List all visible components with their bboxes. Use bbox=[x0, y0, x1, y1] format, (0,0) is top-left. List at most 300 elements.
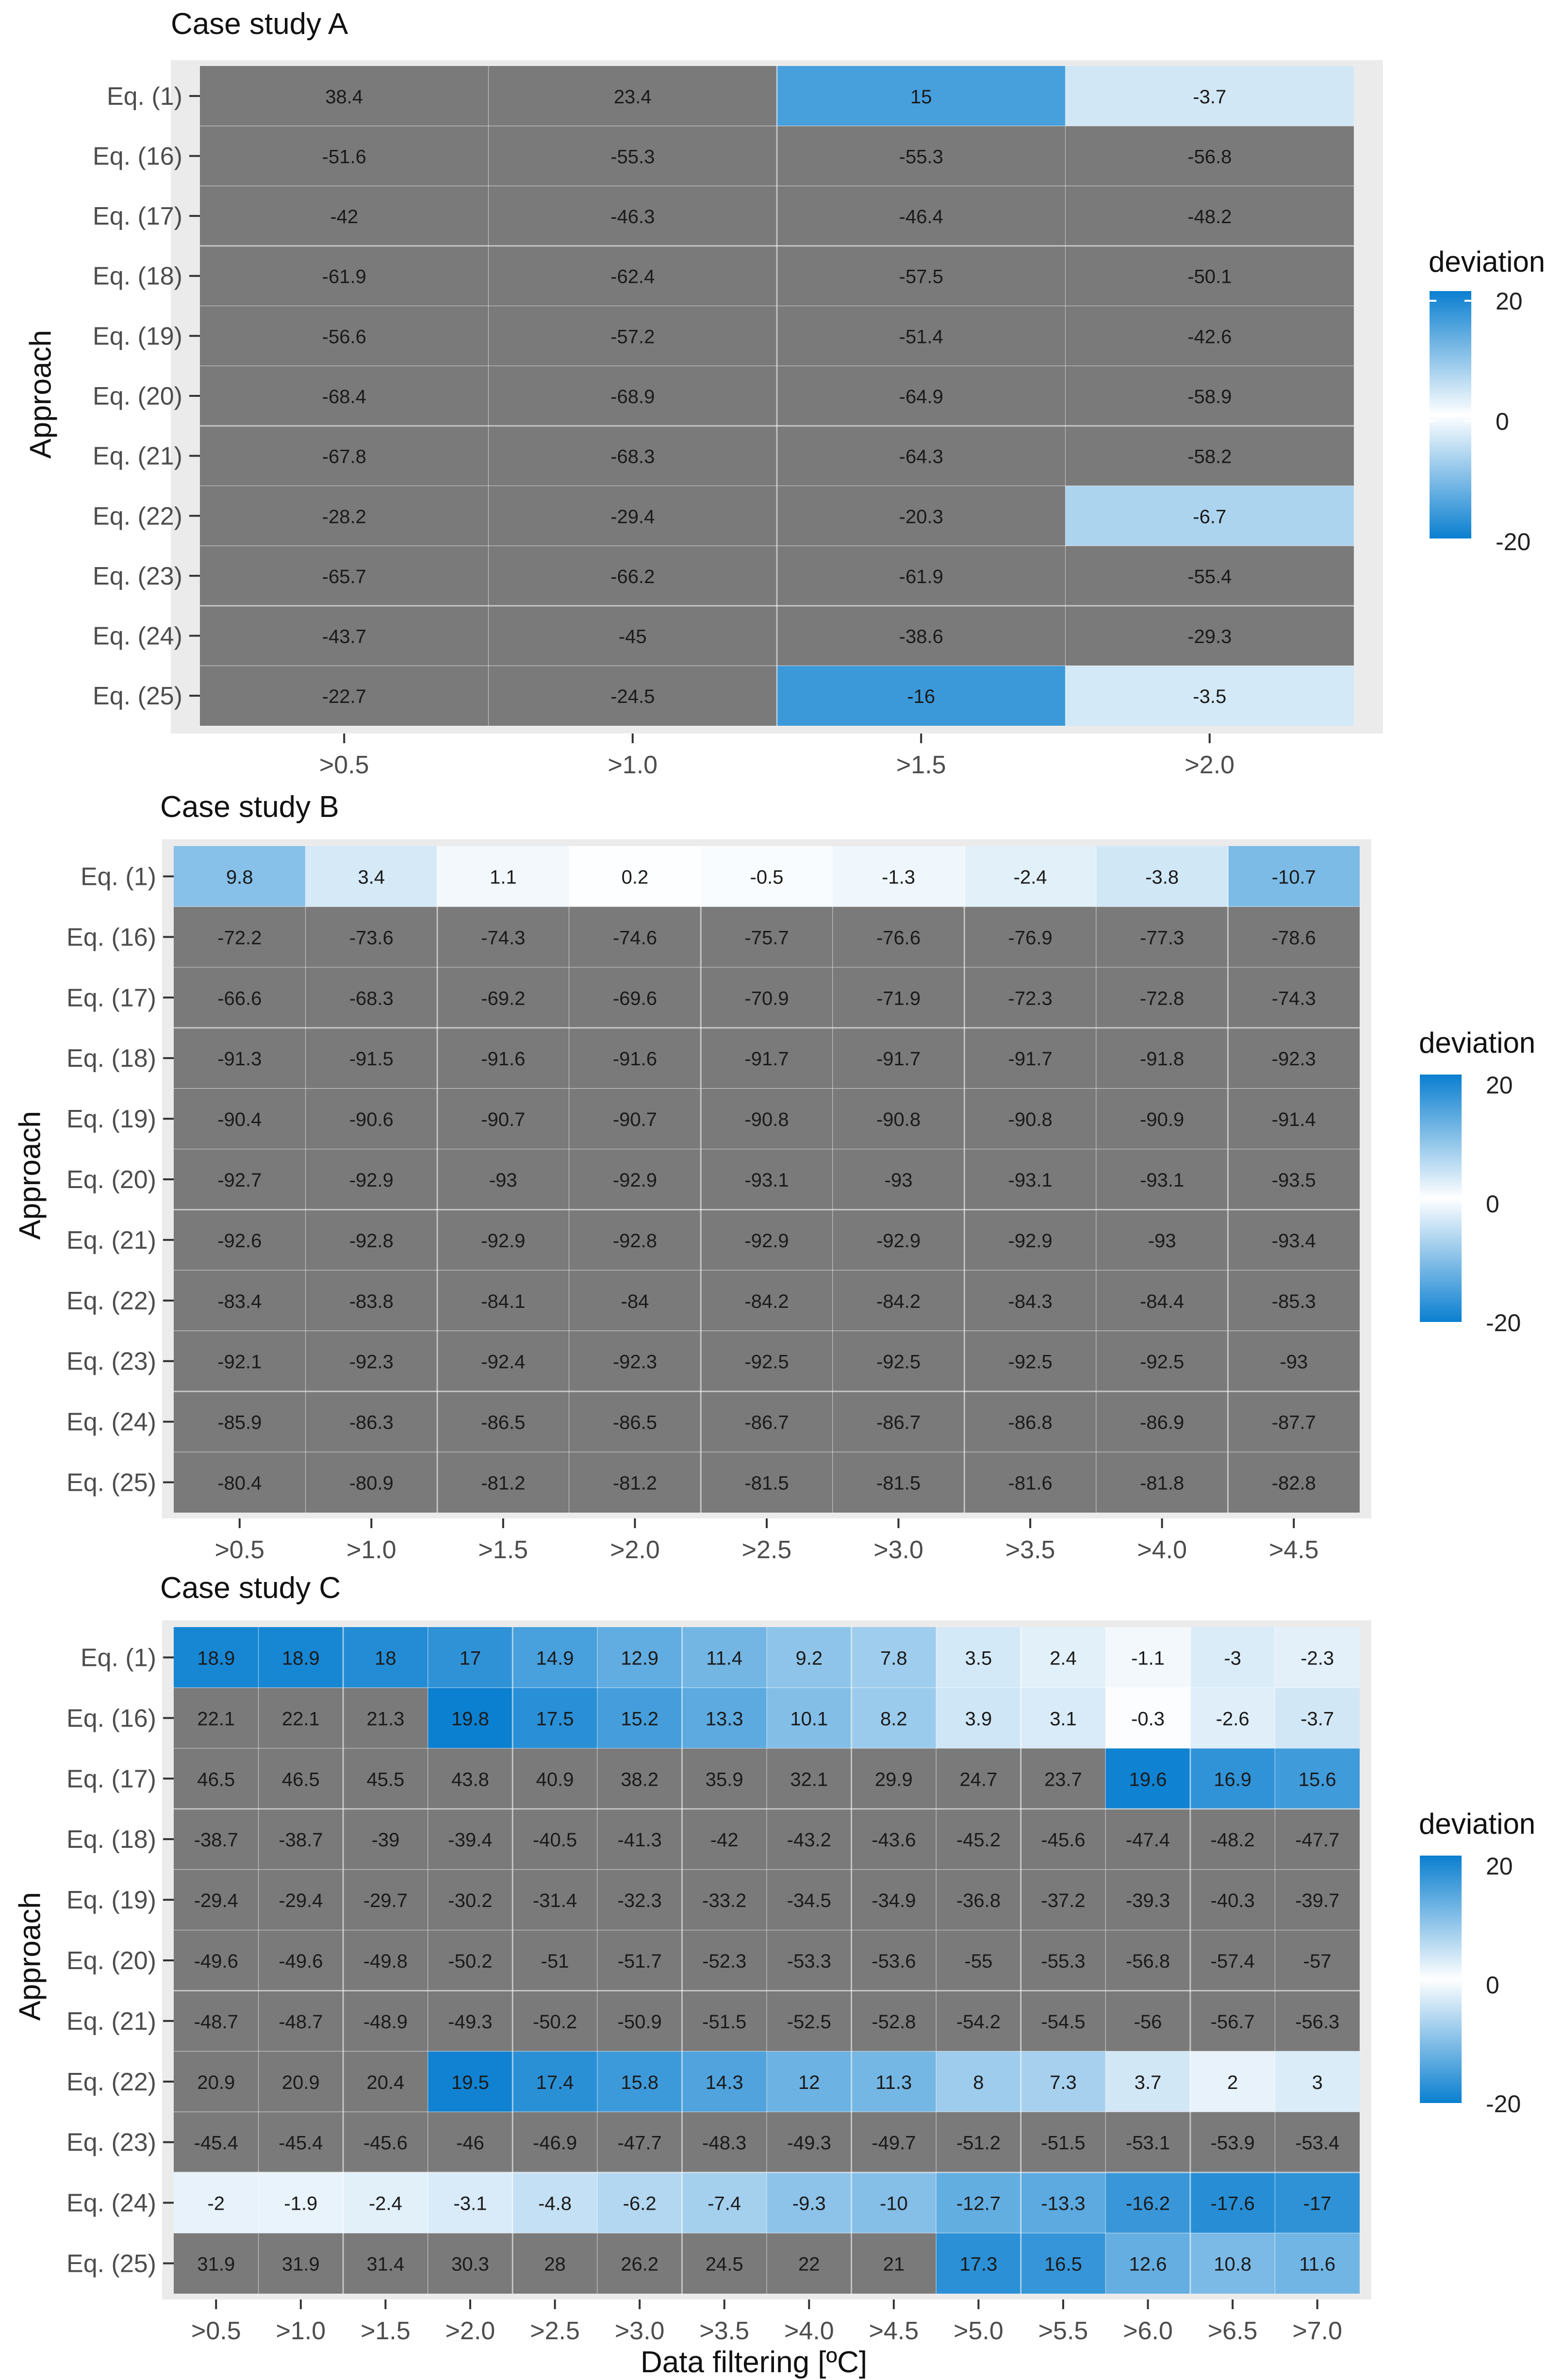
cell-value-label: -81.2 bbox=[481, 1472, 526, 1494]
cell-value-label: -45.6 bbox=[363, 2132, 408, 2154]
cell-value-label: -51.6 bbox=[322, 146, 366, 168]
cell-value-label: -29.7 bbox=[363, 1890, 408, 1912]
cell-value-label: -77.3 bbox=[1140, 927, 1185, 949]
cell-value-label: -66.2 bbox=[610, 566, 655, 587]
cell-value-label: -48.7 bbox=[194, 2011, 238, 2033]
cell-value-label: 7.8 bbox=[880, 1647, 907, 1669]
cell-value-label: -92.5 bbox=[744, 1351, 789, 1373]
cell-value-label: -53.4 bbox=[1295, 2132, 1340, 2154]
cell-value-label: -48.2 bbox=[1210, 1829, 1255, 1851]
cell-value-label: -39.7 bbox=[1295, 1890, 1340, 1912]
cell-value-label: -51.5 bbox=[1041, 2132, 1086, 2154]
cell-value-label: 18 bbox=[375, 1647, 396, 1669]
cell-value-label: -29.4 bbox=[279, 1890, 323, 1912]
y-tick-label: Eq. (25) bbox=[66, 2250, 156, 2278]
cell-value-label: 31.9 bbox=[281, 2253, 320, 2275]
y-tick-label: Eq. (24) bbox=[66, 1408, 156, 1436]
cell-value-label: -84 bbox=[621, 1290, 649, 1312]
cell-value-label: -56.6 bbox=[322, 326, 366, 348]
cell-value-label: -92.4 bbox=[481, 1351, 526, 1373]
panel-case-study-a bbox=[0, 0, 1563, 779]
cell-value-label: -1.3 bbox=[882, 866, 916, 888]
y-tick-label: Eq. (23) bbox=[93, 562, 182, 590]
cell-value-label: -17 bbox=[1303, 2193, 1332, 2215]
y-tick-label: Eq. (17) bbox=[66, 1765, 156, 1793]
x-tick-label: >2.0 bbox=[610, 1536, 660, 1564]
legend-colorbar bbox=[1430, 291, 1471, 538]
cell-value-label: 45.5 bbox=[366, 1769, 405, 1791]
x-tick-label: >1.0 bbox=[276, 2317, 326, 2345]
cell-value-label: -48.2 bbox=[1187, 206, 1232, 228]
cell-value-label: -56.8 bbox=[1125, 1951, 1170, 1972]
cell-value-label: 20.4 bbox=[366, 2071, 405, 2093]
cell-value-label: -49.3 bbox=[448, 2011, 493, 2033]
cell-value-label: -86.7 bbox=[876, 1412, 921, 1434]
cell-value-label: -81.5 bbox=[744, 1472, 789, 1494]
cell-value-label: -48.3 bbox=[702, 2132, 747, 2154]
legend-tick-high: 20 bbox=[1486, 1072, 1513, 1099]
x-tick-label: >3.5 bbox=[1005, 1536, 1055, 1564]
cell-value-label: -0.5 bbox=[750, 866, 784, 888]
cell-value-label: -57.2 bbox=[610, 326, 655, 348]
cell-value-label: 15 bbox=[910, 86, 932, 108]
cell-value-label: -28.2 bbox=[322, 506, 366, 528]
cell-value-label: -86.7 bbox=[744, 1412, 789, 1434]
y-tick-label: Eq. (18) bbox=[93, 262, 182, 291]
y-tick-label: Eq. (18) bbox=[66, 1044, 156, 1073]
x-tick-label: >4.5 bbox=[869, 2317, 919, 2345]
cell-value-label: -29.4 bbox=[610, 506, 655, 528]
cell-value-label: -67.8 bbox=[322, 446, 366, 468]
cell-value-label: -64.3 bbox=[899, 446, 943, 468]
cell-value-label: -51.5 bbox=[702, 2011, 747, 2033]
cell-value-label: -82.8 bbox=[1271, 1472, 1316, 1494]
cell-value-label: -86.5 bbox=[612, 1412, 658, 1434]
cell-value-label: 15.8 bbox=[621, 2071, 659, 2093]
cell-value-label: -9.3 bbox=[792, 2193, 826, 2215]
cell-value-label: 3.1 bbox=[1050, 1708, 1077, 1730]
cell-value-label: -73.6 bbox=[349, 927, 394, 949]
x-tick-label: >5.0 bbox=[954, 2317, 1004, 2345]
legend-tick-mid: 0 bbox=[1496, 408, 1509, 435]
x-tick-label: >0.5 bbox=[191, 2317, 241, 2345]
x-tick-label: >4.0 bbox=[784, 2317, 834, 2345]
cell-value-label: -84.3 bbox=[1008, 1290, 1053, 1312]
cell-value-label: -75.7 bbox=[744, 927, 789, 949]
cell-value-label: -34.9 bbox=[872, 1890, 916, 1912]
cell-value-label: 40.9 bbox=[536, 1769, 574, 1791]
cell-value-label: -81.6 bbox=[1008, 1472, 1053, 1494]
y-tick-label: Eq. (21) bbox=[66, 1226, 156, 1255]
cell-value-label: 26.2 bbox=[621, 2253, 659, 2275]
heatmap-a bbox=[0, 0, 1407, 786]
cell-value-label: -80.4 bbox=[217, 1472, 262, 1494]
cell-value-label: 11.4 bbox=[706, 1647, 743, 1669]
cell-value-label: -68.3 bbox=[349, 988, 394, 1010]
cell-value-label: -70.9 bbox=[744, 988, 789, 1010]
cell-value-label: 17.5 bbox=[536, 1708, 574, 1730]
cell-value-label: -56.3 bbox=[1295, 2011, 1340, 2033]
legend-tick-high: 20 bbox=[1496, 288, 1523, 315]
cell-value-label: 10.1 bbox=[790, 1708, 828, 1730]
cell-value-label: -64.9 bbox=[899, 386, 943, 408]
cell-value-label: -91.5 bbox=[349, 1048, 394, 1070]
cell-value-label: -85.9 bbox=[217, 1412, 262, 1434]
cell-value-label: -3.1 bbox=[453, 2193, 487, 2215]
cell-value-label: 8.2 bbox=[880, 1708, 907, 1730]
x-tick-label: >1.5 bbox=[361, 2317, 411, 2345]
cell-value-label: -86.5 bbox=[481, 1412, 526, 1434]
cell-value-label: -61.9 bbox=[322, 266, 366, 288]
cell-value-label: -55.3 bbox=[899, 146, 943, 168]
cell-value-label: -54.2 bbox=[956, 2011, 1001, 2033]
cell-value-label: -76.9 bbox=[1008, 927, 1053, 949]
cell-value-label: -53.1 bbox=[1125, 2132, 1170, 2154]
cell-value-label: -55.4 bbox=[1187, 566, 1232, 587]
cell-value-label: -92.9 bbox=[612, 1170, 658, 1191]
cell-value-label: -47.7 bbox=[1295, 1829, 1340, 1851]
cell-value-label: 23.7 bbox=[1044, 1769, 1082, 1791]
cell-value-label: -81.2 bbox=[612, 1472, 658, 1494]
cell-value-label: -91.4 bbox=[1271, 1109, 1316, 1131]
cell-value-label: -90.8 bbox=[876, 1109, 921, 1131]
cell-value-label: -49.6 bbox=[279, 1951, 323, 1972]
cell-value-label: -39.4 bbox=[448, 1829, 493, 1851]
cell-value-label: -72.8 bbox=[1140, 988, 1185, 1010]
cell-value-label: -34.5 bbox=[787, 1890, 831, 1912]
cell-value-label: -3.7 bbox=[1300, 1708, 1334, 1730]
cell-value-label: -92.9 bbox=[876, 1230, 921, 1252]
cell-value-label: -10.7 bbox=[1271, 866, 1316, 888]
cell-value-label: 18.9 bbox=[281, 1647, 320, 1669]
cell-value-label: 3.9 bbox=[965, 1708, 992, 1730]
cell-value-label: -3.5 bbox=[1193, 686, 1227, 708]
y-tick-label: Eq. (24) bbox=[93, 622, 182, 651]
cell-value-label: -90.9 bbox=[1140, 1109, 1185, 1131]
x-axis-title: Data filtering [ºC] bbox=[641, 2346, 868, 2379]
legend-tick-low: -20 bbox=[1486, 2090, 1521, 2118]
cell-value-label: -93.4 bbox=[1271, 1230, 1316, 1252]
cell-value-label: -93.1 bbox=[744, 1170, 789, 1191]
cell-value-label: -54.5 bbox=[1041, 2011, 1086, 2033]
cell-value-label: 46.5 bbox=[197, 1769, 235, 1791]
cell-value-label: -93.1 bbox=[1140, 1170, 1185, 1191]
legend-tick-mid: 0 bbox=[1486, 1190, 1499, 1218]
cell-value-label: -48.9 bbox=[363, 2011, 408, 2033]
cell-value-label: -17.6 bbox=[1210, 2193, 1255, 2215]
y-tick-label: Eq. (16) bbox=[93, 142, 182, 171]
cell-value-label: 11.3 bbox=[875, 2071, 912, 2093]
cell-value-label: -84.1 bbox=[481, 1290, 526, 1312]
cell-value-label: 2 bbox=[1227, 2071, 1238, 2093]
cell-value-label: -38.6 bbox=[899, 626, 943, 648]
y-tick-label: Eq. (22) bbox=[66, 2068, 156, 2096]
cell-value-label: 46.5 bbox=[281, 1769, 320, 1791]
cell-value-label: -90.7 bbox=[481, 1109, 526, 1131]
cell-value-label: -91.6 bbox=[481, 1048, 526, 1070]
cell-value-label: -2 bbox=[207, 2193, 225, 2215]
cell-value-label: -6.2 bbox=[623, 2193, 657, 2215]
x-tick-label: >2.5 bbox=[530, 2317, 580, 2345]
cell-value-label: -3.8 bbox=[1145, 866, 1179, 888]
cell-value-label: -37.2 bbox=[1041, 1890, 1086, 1912]
cell-value-label: -92.8 bbox=[349, 1230, 394, 1252]
y-tick-label: Eq. (20) bbox=[93, 382, 182, 410]
cell-value-label: -74.6 bbox=[612, 927, 658, 949]
cell-value-label: -84.2 bbox=[744, 1290, 789, 1312]
cell-value-label: 14.3 bbox=[705, 2071, 743, 2093]
cell-value-label: -86.9 bbox=[1140, 1412, 1185, 1434]
cell-value-label: -92.3 bbox=[1271, 1048, 1316, 1070]
cell-value-label: 15.2 bbox=[621, 1708, 659, 1730]
cell-value-label: -33.2 bbox=[702, 1890, 747, 1912]
cell-value-label: -58.2 bbox=[1187, 446, 1232, 468]
y-tick-label: Eq. (16) bbox=[66, 923, 156, 952]
cell-value-label: -43.2 bbox=[787, 1829, 831, 1851]
y-axis-title: Approach bbox=[13, 1892, 47, 2021]
cell-value-label: -40.3 bbox=[1210, 1890, 1255, 1912]
x-tick-label: >3.0 bbox=[873, 1536, 923, 1564]
cell-value-label: -30.2 bbox=[448, 1890, 493, 1912]
cell-value-label: -31.4 bbox=[532, 1890, 577, 1912]
cell-value-label: 29.9 bbox=[874, 1769, 913, 1791]
cell-value-label: -51.4 bbox=[899, 326, 943, 348]
cell-value-label: -57 bbox=[1303, 1951, 1332, 1972]
cell-value-label: 17.4 bbox=[536, 2071, 574, 2093]
cell-value-label: -47.4 bbox=[1125, 1829, 1170, 1851]
cell-value-label: -42 bbox=[710, 1829, 739, 1851]
y-tick-label: Eq. (25) bbox=[66, 1468, 156, 1497]
x-tick-label: >7.0 bbox=[1292, 2317, 1343, 2345]
cell-value-label: -49.7 bbox=[872, 2132, 916, 2154]
cell-value-label: -93.5 bbox=[1271, 1170, 1316, 1191]
cell-value-label: -84.4 bbox=[1140, 1290, 1185, 1312]
cell-value-label: -91.6 bbox=[612, 1048, 658, 1070]
cell-value-label: 3.5 bbox=[965, 1647, 992, 1669]
cell-value-label: 38.4 bbox=[325, 86, 363, 108]
cell-value-label: -93 bbox=[1280, 1351, 1308, 1373]
cell-value-label: -57.5 bbox=[899, 266, 943, 288]
y-tick-label: Eq. (25) bbox=[93, 682, 182, 711]
cell-value-label: -1.9 bbox=[284, 2193, 318, 2215]
cell-value-label: -38.7 bbox=[194, 1829, 238, 1851]
y-tick-label: Eq. (22) bbox=[93, 502, 182, 531]
cell-value-label: -91.8 bbox=[1140, 1048, 1185, 1070]
x-tick-label: >5.5 bbox=[1038, 2317, 1088, 2345]
cell-value-label: -39.3 bbox=[1125, 1890, 1170, 1912]
cell-value-label: -52.5 bbox=[787, 2011, 831, 2033]
cell-value-label: -86.3 bbox=[349, 1412, 394, 1434]
cell-value-label: -49.3 bbox=[787, 2132, 831, 2154]
y-tick-label: Eq. (19) bbox=[66, 1886, 156, 1915]
cell-value-label: -2.4 bbox=[368, 2193, 402, 2215]
cell-value-label: 32.1 bbox=[790, 1769, 828, 1791]
cell-value-label: 2.4 bbox=[1050, 1647, 1077, 1669]
cell-value-label: -50.1 bbox=[1187, 266, 1232, 288]
cell-value-label: 3.7 bbox=[1134, 2071, 1162, 2093]
x-tick-label: >2.5 bbox=[741, 1536, 792, 1564]
cell-value-label: -49.8 bbox=[363, 1951, 408, 1972]
cell-value-label: 3.4 bbox=[358, 866, 385, 888]
x-tick-label: >0.5 bbox=[319, 751, 369, 779]
cell-value-label: 31.9 bbox=[197, 2253, 235, 2275]
cell-value-label: -42.6 bbox=[1187, 326, 1232, 348]
cell-value-label: -92.9 bbox=[349, 1170, 394, 1191]
cell-value-label: -92.5 bbox=[876, 1351, 921, 1373]
cell-value-label: -46.9 bbox=[532, 2132, 577, 2154]
cell-value-label: -90.6 bbox=[349, 1109, 394, 1131]
cell-value-label: -45.6 bbox=[1041, 1829, 1086, 1851]
cell-value-label: -45.4 bbox=[279, 2132, 323, 2154]
cell-value-label: -92.1 bbox=[217, 1351, 262, 1373]
cell-value-label: 38.2 bbox=[621, 1769, 659, 1791]
legend-colorbar bbox=[1420, 1075, 1462, 1322]
cell-value-label: 1.1 bbox=[490, 866, 517, 888]
y-tick-label: Eq. (18) bbox=[66, 1826, 156, 1854]
x-tick-label: >4.5 bbox=[1268, 1536, 1319, 1564]
cell-value-label: -58.9 bbox=[1187, 386, 1232, 408]
y-tick-label: Eq. (22) bbox=[66, 1287, 156, 1315]
cell-value-label: 20.9 bbox=[197, 2071, 235, 2093]
cell-value-label: -66.6 bbox=[217, 988, 262, 1010]
legend-colorbar bbox=[1420, 1856, 1462, 2103]
y-tick-label: Eq. (1) bbox=[80, 1644, 156, 1672]
cell-value-label: -69.2 bbox=[481, 988, 526, 1010]
y-axis-title: Approach bbox=[24, 330, 58, 459]
cell-value-label: -0.3 bbox=[1131, 1708, 1165, 1730]
cell-value-label: -74.3 bbox=[1271, 988, 1316, 1010]
cell-value-label: -52.3 bbox=[702, 1951, 747, 1972]
cell-value-label: -74.3 bbox=[481, 927, 526, 949]
cell-value-label: -53.6 bbox=[872, 1951, 916, 1972]
cell-value-label: -43.7 bbox=[322, 626, 366, 648]
cell-value-label: -41.3 bbox=[617, 1829, 662, 1851]
cell-value-label: -53.9 bbox=[1210, 2132, 1255, 2154]
legend-tick-low: -20 bbox=[1496, 528, 1531, 555]
cell-value-label: 12 bbox=[798, 2071, 820, 2093]
cell-value-label: -55.3 bbox=[610, 146, 655, 168]
cell-value-label: -2.4 bbox=[1013, 866, 1047, 888]
cell-value-label: -92.9 bbox=[744, 1230, 789, 1252]
cell-value-label: -42 bbox=[330, 206, 359, 228]
x-tick-label: >2.0 bbox=[1185, 751, 1235, 779]
legend-title: deviation bbox=[1419, 1808, 1536, 1840]
cell-value-label: -36.8 bbox=[956, 1890, 1001, 1912]
cell-value-label: 24.5 bbox=[705, 2253, 743, 2275]
cell-value-label: 13.3 bbox=[705, 1708, 743, 1730]
cell-value-label: 8 bbox=[973, 2071, 984, 2093]
legend-title: deviation bbox=[1419, 1027, 1536, 1059]
y-tick-label: Eq. (20) bbox=[66, 1947, 156, 1975]
cell-value-label: -29.4 bbox=[194, 1890, 238, 1912]
cell-value-label: 12.6 bbox=[1129, 2253, 1167, 2275]
panel-case-study-b bbox=[0, 781, 1563, 1564]
cell-value-label: -92.3 bbox=[612, 1351, 658, 1373]
cell-value-label: -68.4 bbox=[322, 386, 366, 408]
cell-value-label: -56.8 bbox=[1187, 146, 1232, 168]
cell-value-label: -51 bbox=[541, 1951, 569, 1972]
cell-value-label: 43.8 bbox=[451, 1769, 489, 1791]
cell-value-label: 7.3 bbox=[1050, 2071, 1077, 2093]
cell-value-label: 21 bbox=[883, 2253, 905, 2275]
chart-title: Case study C bbox=[160, 1571, 341, 1605]
cell-value-label: -91.7 bbox=[1008, 1048, 1053, 1070]
cell-value-label: -90.8 bbox=[744, 1109, 789, 1131]
cell-value-label: -46.3 bbox=[610, 206, 655, 228]
y-tick-label: Eq. (19) bbox=[93, 322, 182, 351]
cell-value-label: -72.2 bbox=[217, 927, 262, 949]
legend-tick-high: 20 bbox=[1486, 1853, 1513, 1880]
cell-value-label: -56 bbox=[1134, 2011, 1162, 2033]
y-tick-label: Eq. (1) bbox=[106, 82, 182, 111]
cell-value-label: -71.9 bbox=[876, 988, 921, 1010]
cell-value-label: -52.8 bbox=[872, 2011, 916, 2033]
cell-value-label: -81.5 bbox=[876, 1472, 921, 1494]
x-tick-label: >4.0 bbox=[1137, 1536, 1187, 1564]
cell-value-label: -45.2 bbox=[956, 1829, 1001, 1851]
cell-value-label: -51.2 bbox=[956, 2132, 1001, 2154]
cell-value-label: -53.3 bbox=[787, 1951, 831, 1972]
legend-title: deviation bbox=[1429, 245, 1546, 278]
y-tick-label: Eq. (1) bbox=[80, 863, 156, 891]
cell-value-label: -83.8 bbox=[349, 1290, 394, 1312]
cell-value-label: 30.3 bbox=[451, 2253, 489, 2275]
cell-value-label: -50.2 bbox=[532, 2011, 577, 2033]
cell-value-label: 19.5 bbox=[451, 2071, 489, 2093]
cell-value-label: -4.8 bbox=[538, 2193, 572, 2215]
cell-value-label: -13.3 bbox=[1041, 2193, 1086, 2215]
cell-value-label: 24.7 bbox=[959, 1769, 998, 1791]
cell-value-label: -57.4 bbox=[1210, 1951, 1255, 1972]
cell-value-label: -16.2 bbox=[1125, 2193, 1170, 2215]
legend-tick-mid: 0 bbox=[1486, 1972, 1499, 1999]
cell-value-label: -3 bbox=[1224, 1647, 1241, 1669]
cell-value-label: 3 bbox=[1312, 2071, 1323, 2093]
x-tick-label: >3.5 bbox=[699, 2317, 750, 2345]
cell-value-label: 22 bbox=[798, 2253, 820, 2275]
cell-value-label: -93 bbox=[489, 1170, 517, 1191]
cell-value-label: 16.9 bbox=[1214, 1769, 1252, 1791]
cell-value-label: 28 bbox=[544, 2253, 566, 2275]
cell-value-label: 19.6 bbox=[1129, 1769, 1167, 1791]
cell-value-label: -68.9 bbox=[610, 386, 655, 408]
y-tick-label: Eq. (20) bbox=[66, 1166, 156, 1194]
cell-value-label: 9.8 bbox=[226, 866, 253, 888]
cell-value-label: -45 bbox=[618, 626, 647, 648]
cell-value-label: -92.5 bbox=[1008, 1351, 1053, 1373]
heatmap-b bbox=[0, 781, 1407, 1567]
cell-value-label: -93 bbox=[1148, 1230, 1176, 1252]
cell-value-label: -68.3 bbox=[610, 446, 655, 468]
cell-value-label: 18.9 bbox=[197, 1647, 235, 1669]
cell-value-label: -16 bbox=[907, 686, 936, 708]
cell-value-label: -2.3 bbox=[1300, 1647, 1334, 1669]
cell-value-label: 17 bbox=[459, 1647, 481, 1669]
panel-case-study-c bbox=[0, 1562, 1563, 2380]
cell-value-label: 22.1 bbox=[281, 1708, 320, 1730]
cell-value-label: -12.7 bbox=[956, 2193, 1001, 2215]
chart-title: Case study B bbox=[160, 790, 339, 824]
x-tick-label: >6.0 bbox=[1123, 2317, 1173, 2345]
cell-value-label: -10 bbox=[879, 2193, 908, 2215]
cell-value-label: -22.7 bbox=[322, 686, 366, 708]
legend-tick-low: -20 bbox=[1486, 1309, 1521, 1337]
y-tick-label: Eq. (16) bbox=[66, 1704, 156, 1733]
x-tick-label: >1.0 bbox=[608, 751, 658, 779]
y-tick-label: Eq. (21) bbox=[93, 442, 182, 471]
cell-value-label: -39 bbox=[371, 1829, 400, 1851]
cell-value-label: 10.8 bbox=[1214, 2253, 1252, 2275]
